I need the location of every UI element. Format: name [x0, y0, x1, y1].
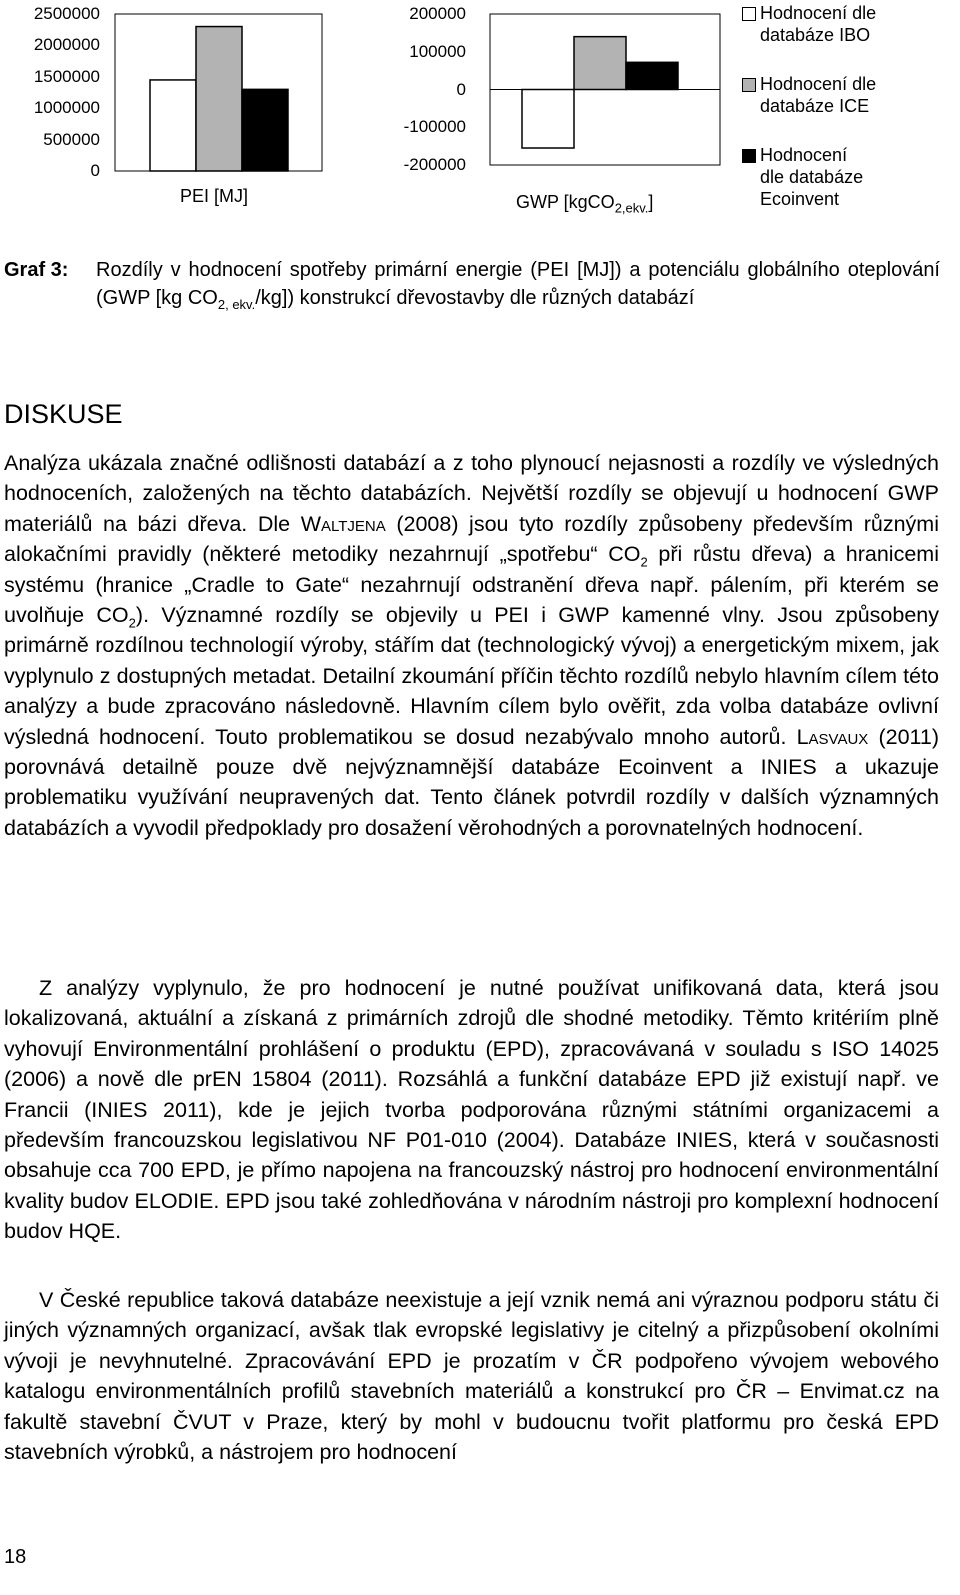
- legend-swatch-ecoinvent: [742, 149, 756, 163]
- gwp-x-label: [516, 192, 654, 216]
- pei-y-tick-label: 2500000: [33, 4, 100, 23]
- gwp-x-label-main: GWP [kgCO: [516, 192, 615, 212]
- paragraph-1: [4, 448, 939, 843]
- gwp-bar-ice: [574, 37, 626, 90]
- p1-part-d: ). Významné rozdíly se objevily u PEI i GWP kamenné vlny. Jsou způsobeny primárně rozdílnou technologií výroby, stářím dat (technologický vývoj) a energetickým mixem, jak vyplynulo z dostupných metadat. Detailní zkoumání příčin těchto rozdílů nebylo hlavním cílem této analýzy a bude zpracováno následovně. Hlavním cílem bylo ověřit, zda volba databáze ovlivní výsledná hodnocení. Touto problematikou se dosud nezabývalo mnoho autorů.: [4, 603, 939, 749]
- p1-subscript-1: 2: [640, 554, 648, 570]
- gwp-bar-ecoinvent: [626, 62, 678, 89]
- p1-part-b: (2008) jsou tyto rozdíly způsobeny především různými alokačními pravidly (některé metodiky nezahrnují „spotřebu“ CO: [4, 511, 939, 567]
- pei-y-tick-label: 500000: [43, 129, 100, 149]
- pei-y-tick-label: 1000000: [33, 98, 100, 118]
- author-lasvaux: Lasvaux: [796, 724, 869, 749]
- gwp-x-label-sub: 2,ekv.: [614, 200, 649, 216]
- legend-swatch-ibo: [742, 7, 756, 21]
- paragraph-3: V České republice taková databáze neexistuje a její vznik nemá ani výraznou podporu státu či jiných významných organizací, avšak tlak evropské legislativy je citelný a přizpůsobení okolními vývoji je nevyhnutelné. Zpracovávání EPD je prozatím v ČR podpořeno vývojem webového katalogu environmentálních profilů stavebních materiálů a konstrukcí pro ČR – Envimat.cz na fakultě stavební ČVUT v Praze, který by mohl v budoucnu tvořit platformu pro česká EPD stavebních výrobků, a nástrojem pro hodnocení: [4, 1288, 939, 1465]
- pei-x-label: PEI [MJ]: [180, 186, 249, 206]
- pei-y-tick-label: 2000000: [33, 35, 100, 55]
- pei-y-tick-label: 1500000: [33, 66, 100, 86]
- pei-bar-ice: [196, 27, 242, 171]
- caption-text-part1: Rozdíly v hodnocení spotřeby primární energie (PEI [MJ]) a potenciálu globálního oteplování (GWP [kg CO: [96, 259, 940, 309]
- gwp-y-tick-label: 100000: [409, 41, 466, 61]
- section-heading: DISKUSE: [4, 399, 123, 429]
- pei-chart: [0, 0, 330, 220]
- gwp-bar-plot: [330, 0, 730, 220]
- caption-text: [96, 256, 940, 312]
- caption-label: Graf 3:: [4, 259, 69, 281]
- gwp-bar-ibo: [522, 90, 574, 149]
- legend-label-ice: Hodnocení dle databáze ICE: [760, 74, 877, 116]
- pei-y-tick-label: 0: [90, 161, 100, 180]
- pei-bar-plot: [0, 0, 330, 220]
- p1-subscript-2: 2: [128, 615, 136, 631]
- gwp-y-tick-label: 200000: [409, 4, 466, 23]
- author-waltjena: Waltjena: [300, 511, 386, 536]
- page-number: 18: [4, 1546, 27, 1568]
- p1-part-c: při růstu dřeva) a hranicemi systému (hranice „Cradle to Gate“ nezahrnují odstranění dřeva např. pálením, při kterém se uvolňuje CO: [4, 542, 939, 628]
- legend-label-ecoinvent: Hodnocení dle databáze Ecoinvent: [760, 145, 864, 209]
- gwp-chart: [330, 0, 730, 220]
- pei-bar-ibo: [150, 80, 196, 171]
- caption-text-part2: /kg]) konstrukcí dřevostavby dle různých databází: [255, 287, 695, 309]
- gwp-y-tick-label: 0: [456, 79, 466, 99]
- pei-bar-ecoinvent: [242, 89, 288, 171]
- gwp-y-tick-label: -100000: [403, 117, 466, 137]
- legend-swatch-ice: [742, 78, 756, 92]
- p1-part-a: Analýza ukázala značné odlišnosti databází a z toho plynoucí nejasnosti a rozdíly ve výsledných hodnoceních, založených na těchto databázích. Největší rozdíly se objevují u hodnocení GWP materiálů na bázi dřeva. Dle: [4, 451, 939, 536]
- paragraph-2: Z analýzy vyplynulo, že pro hodnocení je nutné používat unifikovaná data, která jsou lokalizovaná, aktuální a získaná z primárních zdrojů dle shodné metodiky. Těmto kritériím plně vyhovují Environmentální prohlášení o produktu (EPD), zpracovávaná v souladu s ISO 14025 (2006) a nově dle prEN 15804 (2011). Rozsáhlá a funkční databáze EPD již existují např. ve Francii (INIES 2011), kde je jejich tvorba podporována různými státními organizacemi a především francouzskou legislativou NF P01-010 (2004). Databáze INIES, která v současnosti obsahuje cca 700 EPD, je přímo napojena na francouzský nástroj pro hodnocení environmentální kvality budov ELODIE. EPD jsou také zohledňována v národním nástroji pro komplexní hodnocení budov HQE.: [4, 976, 939, 1244]
- chart-legend: [742, 2, 952, 217]
- gwp-y-tick-label: -200000: [403, 155, 466, 174]
- caption-subscript: 2, ekv.: [217, 297, 256, 312]
- p1-part-e: (2011) porovnává detailně pouze dvě nejvýznamnější databáze Ecoinvent a INIES a ukazuje problematiku využívání neupravených dat. Tento článek potvrdil rozdíly v dalších významných databázích a vyvodil předpoklady pro dosažení věrohodných a porovnatelných hodnocení.: [4, 724, 939, 840]
- gwp-x-label-tail: ]: [648, 192, 654, 212]
- legend-label-ibo: Hodnocení dle databáze IBO: [760, 3, 877, 45]
